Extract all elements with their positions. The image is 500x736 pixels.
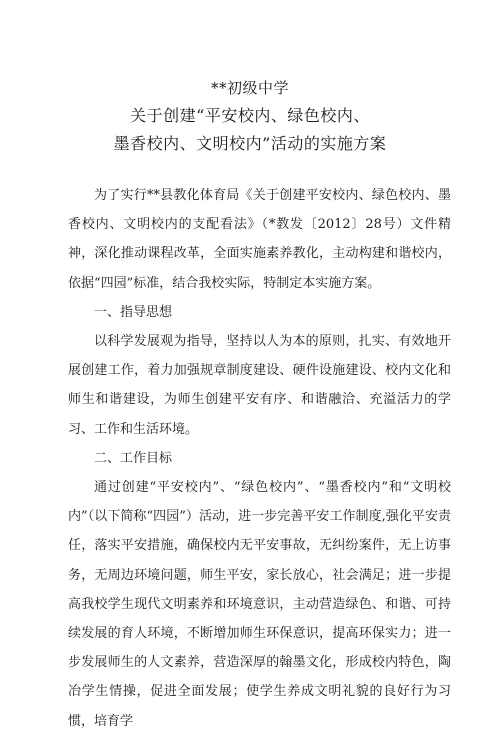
title-line-1: 关于创建“平安校内、绿色校内、 xyxy=(130,106,370,125)
section-1-heading: 一、指导思想 xyxy=(94,304,173,320)
title-line-2: 墨香校内、文明校内”活动的实施方案 xyxy=(113,134,387,153)
section-2-heading: 二、工作目标 xyxy=(94,450,173,466)
section-2-paragraph: 通过创建“平安校内”、“绿色校内”、“墨香校内”和“文明校内”（以下简称“四园”）活动，进一步完善平安工作制度,强化平安责任，落实平安措施，确保校内无平安事故，无纠纷案件，无上访事务，无周边环境问题，师生平安，家长放心，社会满足；进一步提高我校学生现代文明素养和环境意识，主动营造绿色、和谐、可持续发展的育人环境，不断增加师生环保意识，提高环保实力；进一步发展师生的人文素养，营造深厚的翰墨文化，形成校内特色，陶冶学生情操，促进全面发展；使学生养成文明礼貌的良好行为习惯，培育学 xyxy=(68,480,451,729)
document-title-block xyxy=(0,74,500,158)
school-name: **初级中学 xyxy=(210,79,289,97)
section-1-paragraph: 以科学发展观为指导，坚持以人为本的原则，扎实、有效地开展创建工作，着力加强规章制度建设、硬件设施建设、校内文化和师生和谐建设，为师生创建平安有序、和谐融洽、充溢活力的学习、工作和生活环境。 xyxy=(68,334,451,437)
intro-paragraph: 为了实行**县教化体育局《关于创建平安校内、绿色校内、墨香校内、文明校内的支配看法》（*教发〔2012〕28号）文件精神，深化推动课程改革，全面实施素养教化，主动构建和谐校内，依据“四园”标准，结合我校实际，特制定本实施方案。 xyxy=(68,188,451,291)
document-body xyxy=(68,181,451,736)
